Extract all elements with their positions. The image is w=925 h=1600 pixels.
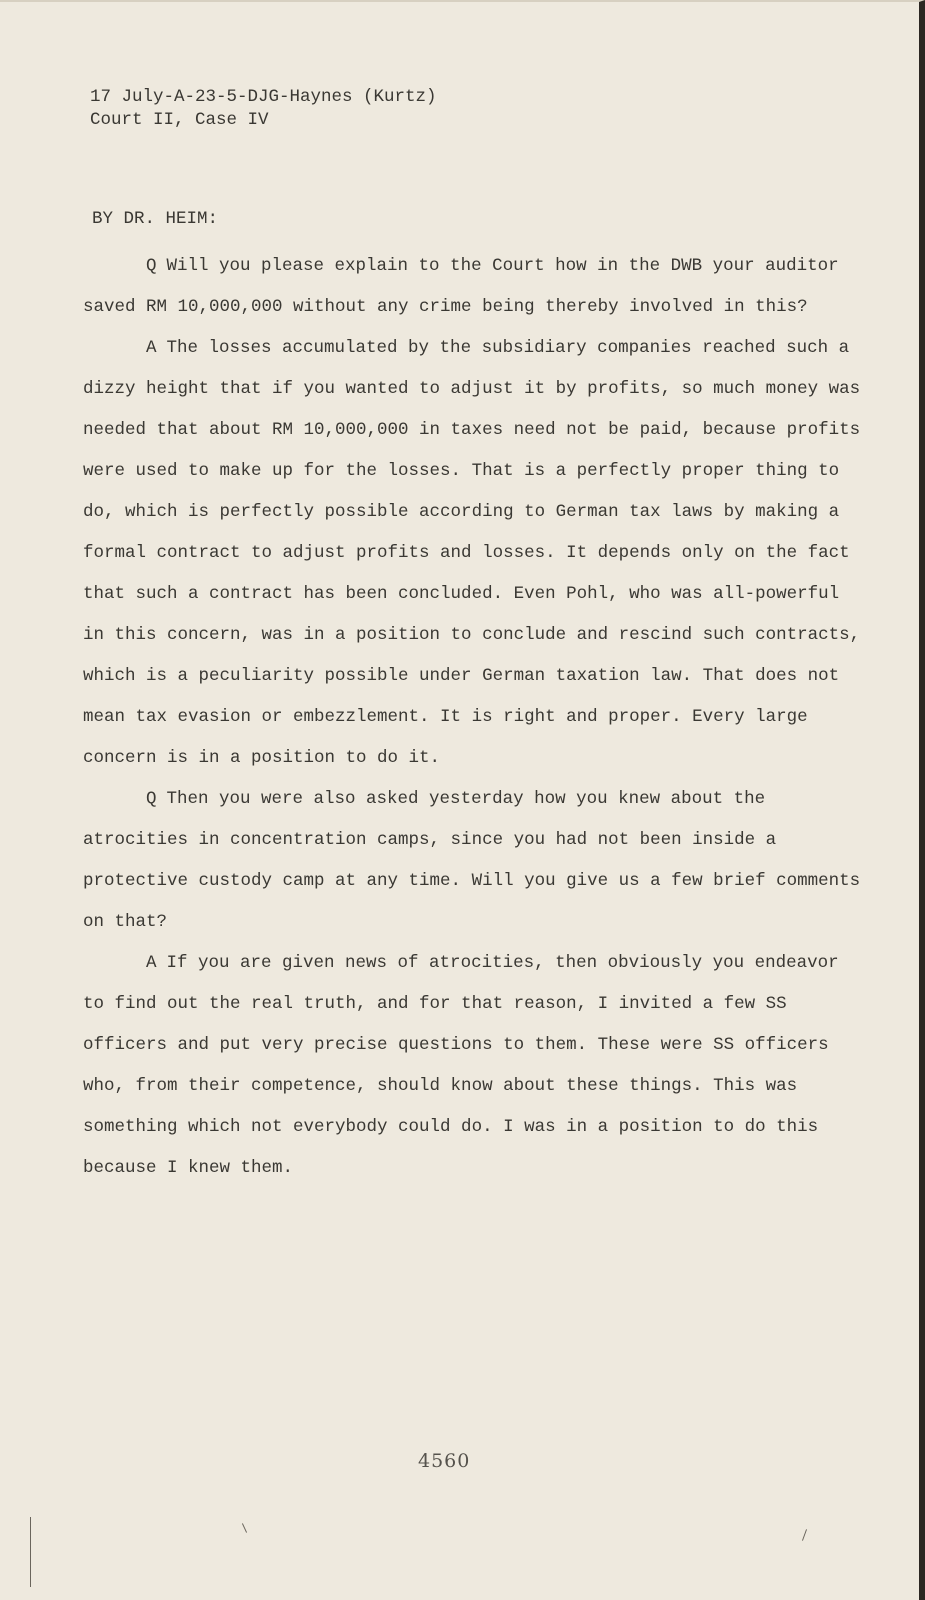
stray-mark xyxy=(30,1517,31,1587)
paragraph-text: Then you were also asked yesterday how you knew about the atrocities in concentration camps, since you had not been inside a protective custody camp at any time. Will you give us a few brief comments on that? xyxy=(83,789,861,932)
speaker-label: A xyxy=(146,953,157,973)
paragraph-text: If you are given news of atrocities, then obviously you endeavor to find out the real truth, and for that reason, I invited a few SS officers and put very precise questions to them. These were SS officers who, from their competence, should know about these things. This was something which not everybody could do. I was in a position to do this because I knew them. xyxy=(83,953,839,1178)
paragraph-text: The losses accumulated by the subsidiary companies reached such a dizzy height that if you wanted to adjust it by profits, so much money was needed that about RM 10,000,000 in taxes need not be paid, because profits were used to make up for the losses. That is a perfectly proper thing to do, which is perfectly possible according to German tax laws by making a formal contract to adjust profits and losses. It depends only on the fact that such a contract has been concluded. Even Pohl, who was all-powerful in this concern, was in a position to conclude and rescind such contracts, which is a peculiarity possible under German taxation law. That does not mean tax evasion or embezzlement. It is right and proper. Every large concern is in a position to do it. xyxy=(83,338,861,768)
answer-paragraph xyxy=(83,328,863,779)
question-paragraph xyxy=(83,246,863,328)
testimony-body xyxy=(83,246,863,1189)
session-reference: 17 July-A-23-5-DJG-Haynes (Kurtz) xyxy=(90,87,437,107)
speaker-label: Q xyxy=(146,789,157,809)
stray-mark xyxy=(242,1523,247,1532)
answer-paragraph xyxy=(83,943,863,1189)
stray-mark xyxy=(802,1529,807,1541)
examiner-line: BY DR. HEIM: xyxy=(92,209,219,229)
speaker-label: Q xyxy=(146,256,157,276)
page-number: 4560 xyxy=(418,1450,471,1472)
court-case: Court II, Case IV xyxy=(90,110,269,130)
speaker-label: A xyxy=(146,338,157,358)
document-header xyxy=(90,86,437,132)
paragraph-text: Will you please explain to the Court how in the DWB your auditor saved RM 10,000,000 without any crime being thereby involved in this? xyxy=(83,256,839,317)
question-paragraph xyxy=(83,779,863,943)
